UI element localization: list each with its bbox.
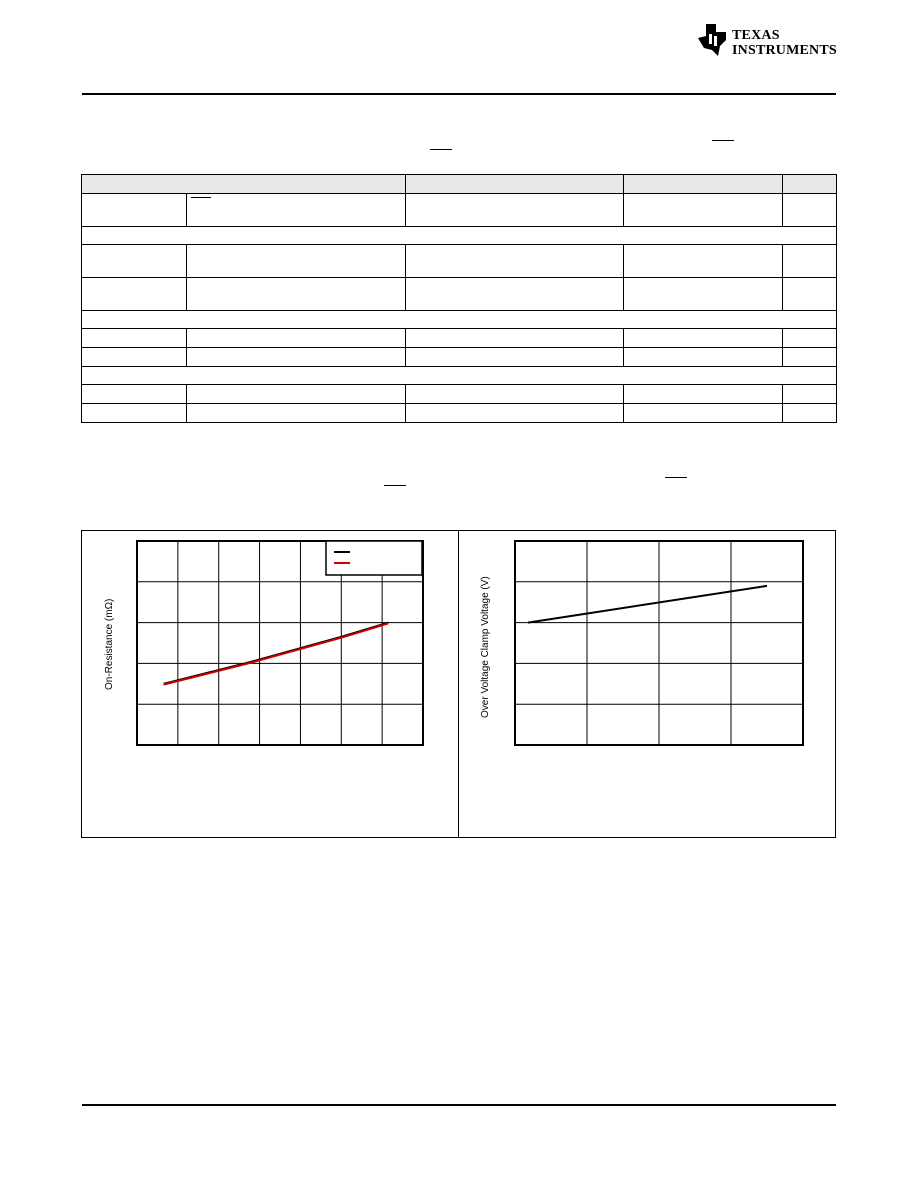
table-cell [783,385,837,404]
table-cell [186,385,405,404]
table-cell [405,385,624,404]
table-cell [783,194,837,227]
table-cell [624,385,783,404]
table-cell [82,348,187,367]
logo-line1: TEXAS [732,28,780,43]
table-cell [186,329,405,348]
table-cell [405,348,624,367]
table-section-row [82,227,837,245]
table-cell [783,329,837,348]
table-row [82,404,837,423]
table-cell [783,278,837,311]
table-row [82,385,837,404]
table-cell [624,329,783,348]
ti-logo [696,22,838,62]
left-chart-ylabel: On-Resistance (mΩ) [104,598,115,690]
overbar-mark [384,485,406,486]
table-cell [186,194,405,227]
table-cell [82,329,187,348]
figure-divider [458,530,459,838]
overbar-mark [665,477,687,478]
table-cell [624,348,783,367]
table-header-row [82,175,837,194]
table-header-cell [82,175,406,194]
table-cell [186,348,405,367]
table-cell [624,404,783,423]
table-cell [783,404,837,423]
table-header-cell [624,175,783,194]
table-cell [624,278,783,311]
table-section-cell [82,311,837,329]
logo-wordmark [732,28,837,58]
table-section-row [82,311,837,329]
clamp-voltage-chart [514,540,804,746]
table-cell [783,348,837,367]
overbar-mark [191,197,211,198]
legend-box [326,541,422,575]
table-cell [405,194,624,227]
table-row [82,194,837,227]
right-chart-ylabel: Over Voltage Clamp Voltage (V) [480,576,491,718]
table-cell [405,329,624,348]
table-cell [186,278,405,311]
table-section-cell [82,227,837,245]
footer-rule [82,1104,836,1106]
table-cell [405,245,624,278]
table-cell [82,194,187,227]
table-cell [82,278,187,311]
table-cell [783,245,837,278]
table-section-cell [82,367,837,385]
table-cell [405,404,624,423]
table-cell [186,404,405,423]
overbar-mark [712,140,734,141]
overbar-mark [430,149,452,150]
table-cell [405,278,624,311]
on-resistance-chart [136,540,424,746]
table-cell [82,385,187,404]
table-header-cell [783,175,837,194]
table-header-cell [405,175,624,194]
table-cell [186,245,405,278]
table-cell [82,245,187,278]
header-rule [82,93,836,95]
table-cell [82,404,187,423]
table-row [82,348,837,367]
table-row [82,245,837,278]
table-section-row [82,367,837,385]
table-cell [624,245,783,278]
spec-table [81,174,837,423]
table-row [82,329,837,348]
table-cell [624,194,783,227]
logo-line2: INSTRUMENTS [732,43,837,58]
texas-state-logo-icon [696,22,730,58]
table-row [82,278,837,311]
